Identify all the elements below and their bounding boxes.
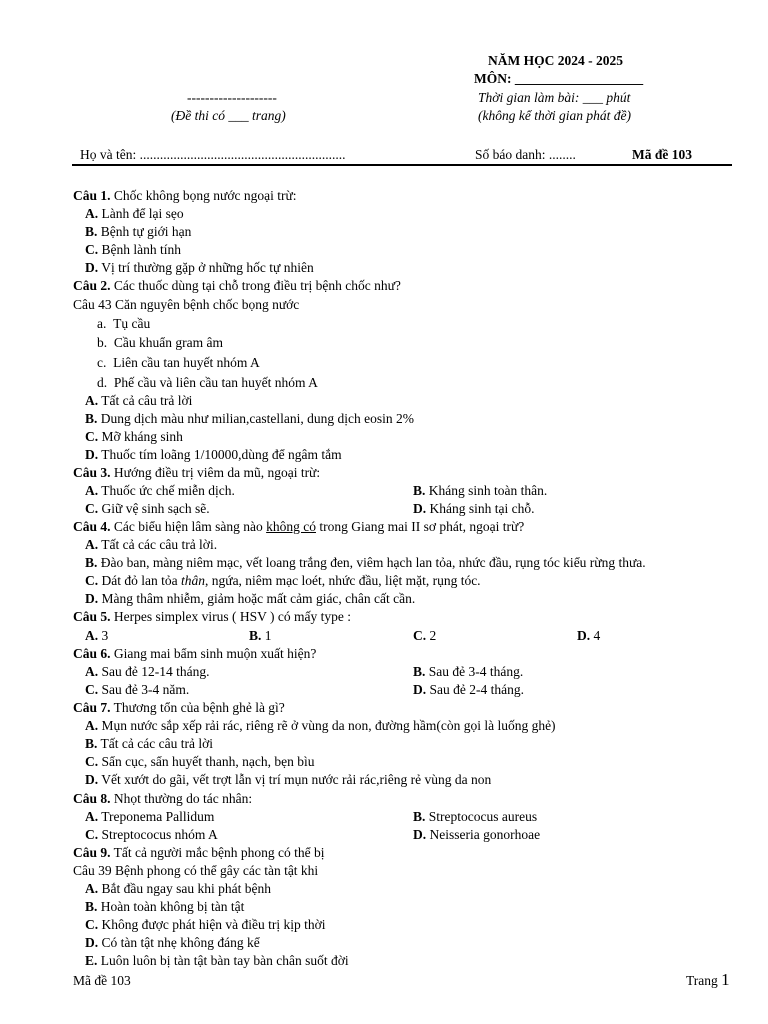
footer-page-number: 1 (721, 970, 730, 989)
q2-sub-b: b. Cầu khuẩn gram âm (97, 335, 223, 350)
exam-time: Thời gian làm bài: ___ phút (478, 90, 631, 105)
question-8: Câu 8. Nhọt thường do tác nhân: (73, 791, 253, 806)
time-note: (không kể thời gian phát đề) (478, 108, 632, 123)
q2-sub-a: a. Tụ cầu (97, 316, 151, 331)
q5-option-a: A. 3 (85, 628, 109, 643)
q5-option-b: B. 1 (249, 628, 272, 643)
q2-option-a: A. Tất cả câu trả lời (85, 393, 193, 408)
q8-option-c: C. Streptococus nhóm A (85, 827, 218, 842)
q1-option-c: C. Bệnh lành tính (85, 242, 181, 257)
page-count: (Đề thi có ___ trang) (171, 108, 286, 123)
question-5: Câu 5. Herpes simplex virus ( HSV ) có mấy type : (73, 609, 351, 624)
q6-option-c: C. Sau đẻ 3-4 năm. (85, 682, 190, 697)
q4-option-c: C. Dát đỏ lan tỏa thân, ngứa, niêm mạc loét, nhức đầu, liệt mặt, rụng tóc. (85, 573, 481, 588)
q1-option-a: A. Lành để lại sẹo (85, 206, 184, 221)
q5-option-d: D. 4 (577, 628, 601, 643)
student-name: Họ và tên: ............................................................. (80, 147, 346, 162)
header-divider (72, 164, 732, 166)
school-year: NĂM HỌC 2024 - 2025 (488, 53, 623, 68)
subject-line: MÔN: ___________________ (474, 71, 644, 86)
header-dashes: -------------------- (187, 90, 277, 105)
q8-option-d: D. Neisseria gonorhoae (413, 827, 541, 842)
q9-option-d: D. Có tàn tật nhẹ không đáng kể (85, 935, 260, 950)
q5-option-c: C. 2 (413, 628, 437, 643)
q8-option-b: B. Streptococus aureus (413, 809, 538, 824)
footer-page: Trang 1 (686, 970, 730, 989)
q1-option-d: D. Vị trí thường gặp ở những hốc tự nhiên (85, 260, 314, 275)
question-2: Câu 2. Các thuốc dùng tại chỗ trong điều trị bệnh chốc như? (73, 278, 401, 293)
question-3: Câu 3. Hướng điều trị viêm da mũ, ngoại trừ: (73, 465, 321, 480)
q2-option-d: D. Thuốc tím loãng 1/10000,dùng để ngâm tắm (85, 447, 342, 462)
q7-option-b: B. Tất cả các câu trả lời (85, 736, 213, 751)
q4-option-d: D. Màng thâm nhiễm, giảm hoặc mất cảm giác, chân cất cần. (85, 591, 416, 606)
question-7: Câu 7. Thương tổn của bệnh ghẻ là gì? (73, 700, 285, 715)
q6-option-d: D. Sau đẻ 2-4 tháng. (413, 682, 524, 697)
q6-option-b: B. Sau đẻ 3-4 tháng. (413, 664, 524, 679)
q1-option-b: B. Bệnh tự giới hạn (85, 224, 192, 239)
q8-option-a: A. Treponema Pallidum (85, 809, 215, 824)
question-1: Câu 1. Chốc không bọng nước ngoại trừ: (73, 188, 297, 203)
question-9: Câu 9. Tất cả người mắc bệnh phong có thể bị (73, 845, 325, 860)
q3-option-b: B. Kháng sinh toàn thân. (413, 483, 548, 498)
q9-option-b: B. Hoàn toàn không bị tàn tật (85, 899, 245, 914)
q4-option-b: B. Đào ban, màng niêm mạc, vết loang trắng đen, viêm hạch lan tỏa, nhức đầu, rụng tóc kiểu rừng thưa. (85, 555, 646, 570)
q3-option-c: C. Giữ vệ sinh sạch sẽ. (85, 501, 210, 516)
question-4: Câu 4. Các biểu hiện lâm sàng nào không có trong Giang mai II sơ phát, ngoại trừ? (73, 519, 525, 534)
q2-option-b: B. Dung dịch màu như milian,castellani, dung dịch eosin 2% (85, 411, 415, 426)
q6-option-a: A. Sau đẻ 12-14 tháng. (85, 664, 210, 679)
q2-sub-d: d. Phế cầu và liên cầu tan huyết nhóm A (97, 375, 318, 390)
q9-option-a: A. Bắt đầu ngay sau khi phát bệnh (85, 881, 271, 896)
exam-code: Mã đề 103 (632, 147, 692, 162)
q3-option-d: D. Kháng sinh tại chỗ. (413, 501, 535, 516)
question-2-extra: Câu 43 Căn nguyên bệnh chốc bọng nước (73, 297, 300, 312)
student-id: Số báo danh: ........ (475, 147, 576, 162)
q4-option-a: A. Tất cả các câu trả lời. (85, 537, 218, 552)
question-9-extra: Câu 39 Bệnh phong có thể gây các tàn tật khi (73, 863, 319, 878)
question-6: Câu 6. Giang mai bẩm sinh muộn xuất hiện? (73, 646, 317, 661)
q7-option-a: A. Mụn nước sắp xếp rải rác, riêng rẽ ở vùng da non, đường hầm(còn gọi là luống ghẻ) (85, 718, 556, 733)
q7-option-d: D. Vết xướt do gãi, vết trợt lẫn vị trí mụn nước rải rác,riêng rẻ vùng da non (85, 772, 492, 787)
q9-option-e: E. Luôn luôn bị tàn tật bàn tay bàn chân suốt đời (85, 953, 349, 968)
q3-option-a: A. Thuốc ức chế miễn dịch. (85, 483, 235, 498)
q7-option-c: C. Sẩn cục, sẩn huyết thanh, nạch, bẹn bìu (85, 754, 315, 769)
q9-option-c: C. Không được phát hiện và điều trị kịp thời (85, 917, 326, 932)
footer-exam-code: Mã đề 103 (73, 973, 131, 988)
q2-sub-c: c. Liên cầu tan huyết nhóm A (97, 355, 260, 370)
q2-option-c: C. Mỡ kháng sinh (85, 429, 183, 444)
